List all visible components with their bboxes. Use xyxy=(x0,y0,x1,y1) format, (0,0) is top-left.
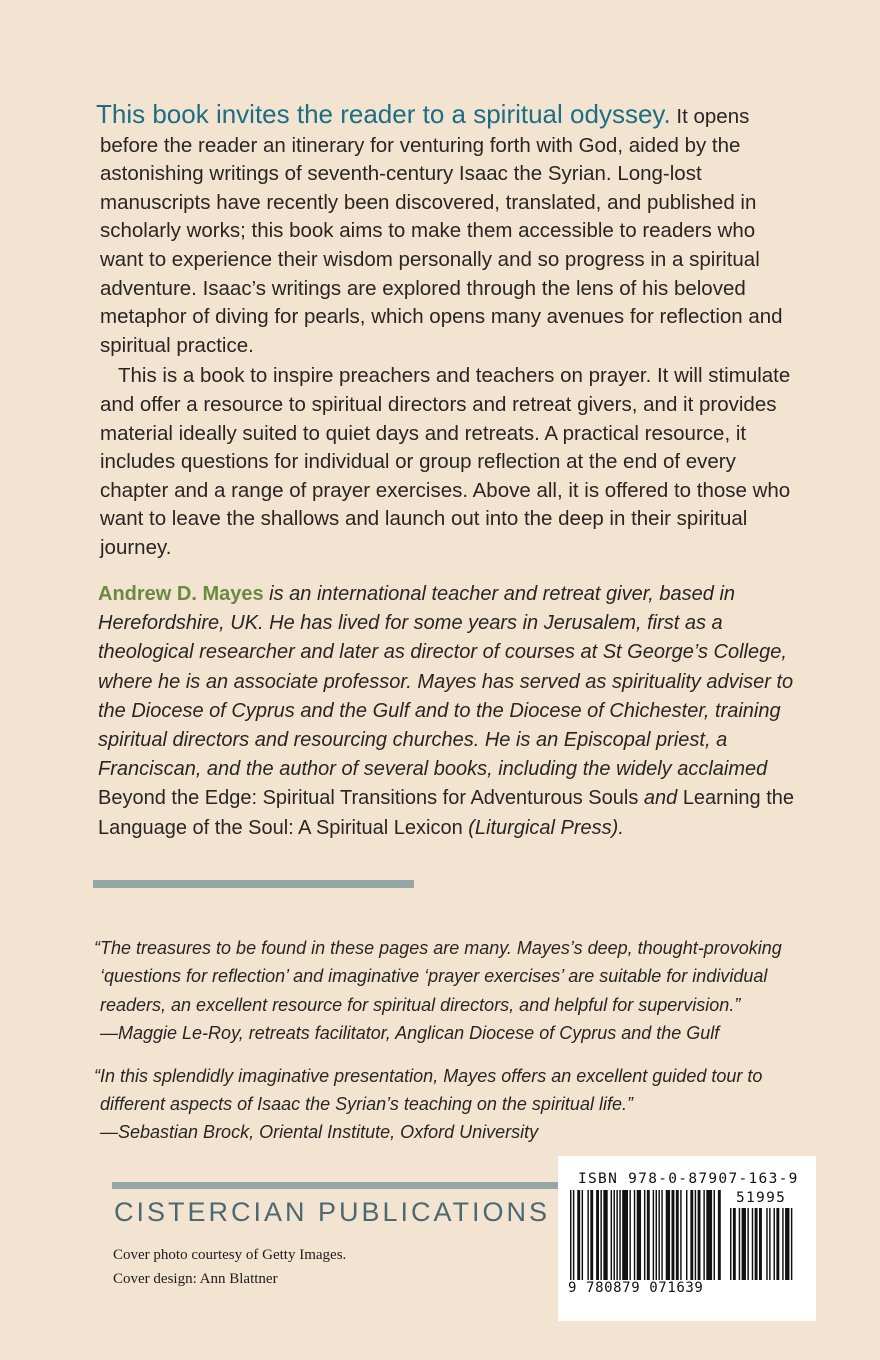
barcode-bar xyxy=(647,1190,650,1280)
endorsement-text-first-line: “In this splendidly imaginative presentation, Mayes offers an excellent guided tour to xyxy=(94,1065,763,1086)
endorsement-attribution: —Sebastian Brock, Oriental Institute, Oxford University xyxy=(100,1122,539,1143)
barcode-bar xyxy=(686,1190,687,1280)
barcode-bar xyxy=(666,1190,670,1280)
barcode-bar xyxy=(747,1208,748,1280)
barcode-bar xyxy=(733,1208,736,1280)
barcode-bar xyxy=(587,1190,588,1280)
author-name: Andrew D. Mayes xyxy=(98,583,264,605)
barcode-bar xyxy=(573,1190,574,1280)
isbn-barcode xyxy=(558,1156,816,1321)
barcode-bar xyxy=(776,1208,779,1280)
publisher-name: CISTERCIAN PUBLICATIONS xyxy=(114,1197,551,1227)
book-title-2: Learning the Language of the Soul: A Spiritual Lexicon xyxy=(98,787,795,839)
barcode-bar xyxy=(656,1190,657,1280)
barcode-bar xyxy=(622,1190,628,1280)
endorsement-attribution: —Maggie Le-Roy, retreats facilitator, Anglican Diocese of Cyprus and the Gulf xyxy=(100,1023,720,1044)
description-paragraph-1 xyxy=(96,100,800,360)
barcode-bar xyxy=(714,1190,715,1280)
barcode-bar xyxy=(695,1190,696,1280)
barcode-bar xyxy=(680,1190,681,1280)
barcode-bars-icon xyxy=(570,1190,722,1282)
endorsement-quote xyxy=(94,1062,794,1147)
book-description xyxy=(96,100,800,563)
barcode-bar xyxy=(703,1190,704,1280)
barcode-bar xyxy=(766,1208,767,1280)
design-credit: Cover design: Ann Blattner xyxy=(113,1271,278,1287)
cover-credits xyxy=(113,1243,346,1291)
barcode-bar xyxy=(616,1190,617,1280)
isbn-number: ISBN 978-0-87907-163-9 xyxy=(578,1171,799,1187)
barcode-bar xyxy=(661,1190,662,1280)
barcode-bar xyxy=(582,1190,583,1280)
barcode-bar xyxy=(614,1190,615,1280)
barcode-bar xyxy=(577,1190,580,1280)
barcode-bar xyxy=(634,1190,635,1280)
barcode-bar xyxy=(603,1190,607,1280)
author-bio-text: is an international teacher and retreat giver, based in Herefordshire, UK. He has lived for some years in Jerusalem, first as a theological researcher and later as director of courses at St George’s College, where he is an associate professor. Mayes has served as spirituality adviser to the Diocese of Cyprus and the Gulf and to the Diocese of Chichester, training spiritual directors and resourcing churches. He is an Episcopal priest, a Franciscan, and the author of several books, including the widely acclaimed xyxy=(98,583,794,781)
barcode-bar xyxy=(785,1208,789,1280)
endorsement-quote xyxy=(94,934,794,1048)
barcode-bar xyxy=(739,1208,740,1280)
divider-rule xyxy=(93,880,414,888)
book-title-1: Beyond the Edge: Spiritual Transitions for Adventurous Souls xyxy=(98,787,639,810)
barcode-bar xyxy=(742,1208,746,1280)
barcode-bar xyxy=(644,1190,645,1280)
barcode-addon-bars-icon xyxy=(730,1208,794,1282)
endorsement-text: different aspects of Isaac the Syrian’s teaching on the spiritual life.” xyxy=(100,1094,633,1115)
barcode-bar xyxy=(653,1190,654,1280)
barcode-bar xyxy=(611,1190,612,1280)
barcode-bar xyxy=(600,1190,601,1280)
barcode-bar xyxy=(672,1190,675,1280)
barcode-bar xyxy=(752,1208,753,1280)
publisher-rule xyxy=(112,1182,558,1189)
lead-sentence: This book invites the reader to a spiritual odyssey. xyxy=(96,99,671,129)
barcode-bar xyxy=(769,1208,770,1280)
barcode-bar xyxy=(676,1190,679,1280)
photo-credit: Cover photo courtesy of Getty Images. xyxy=(113,1247,347,1263)
barcode-bar xyxy=(596,1190,599,1280)
barcode-bar xyxy=(791,1208,792,1280)
endorsement-text: ‘questions for reflection’ and imaginative ‘prayer exercises’ are suitable for individual readers, an excellent resource for spiritual directors, and helpful for supervision.” xyxy=(100,966,768,1015)
barcode-bar xyxy=(629,1190,630,1280)
description-paragraph-2: This is a book to inspire preachers and teachers on prayer. It will stimulate and offer a resource to spiritual directors and retreat givers, and it provides material ideally suited to quiet days and retreats. A practical resource, it includes questions for individual or group reflection at the end of every chapter and a range of prayer exercises. Above all, it is offered to those who want to leave the shallows and launch out into the deep in their spiritual journey. xyxy=(100,364,791,559)
ean-digits: 9 780879 071639 xyxy=(568,1280,704,1296)
barcode-bar xyxy=(658,1190,659,1280)
description-paragraph-1-body: It opens before the reader an itinerary for venturing forth with God, aided by the astonishing writings of seventh-century Isaac the Syrian. Long-lost manuscripts have recently been discovered, translated, and published in scholarly works; this book aims to make them accessible to readers who want to experience their wisdom personally and so progress in a spiritual adventure. Isaac’s writings are explored through the lens of his beloved metaphor of diving for pearls, which opens many avenues for reflection and spiritual practice. xyxy=(100,105,783,357)
barcode-bar xyxy=(706,1190,712,1280)
barcode-bar xyxy=(637,1190,641,1280)
barcode-bar xyxy=(782,1208,783,1280)
barcode-bar xyxy=(774,1208,775,1280)
publisher-note: (Liturgical Press). xyxy=(462,816,624,839)
barcode-bar xyxy=(730,1208,731,1280)
barcode-bar xyxy=(619,1190,620,1280)
author-bio xyxy=(98,580,818,843)
barcode-bar xyxy=(755,1208,758,1280)
barcode-bar xyxy=(570,1190,571,1280)
price-code: 51995 xyxy=(736,1190,787,1206)
barcode-bar xyxy=(590,1190,593,1280)
endorsements xyxy=(94,934,794,1161)
author-bio-paragraph xyxy=(98,580,818,843)
author-bio-and: and xyxy=(638,787,683,810)
barcode-bar xyxy=(718,1190,721,1280)
barcode-bar xyxy=(759,1208,762,1280)
barcode-bar xyxy=(698,1190,701,1280)
barcode-bar xyxy=(690,1190,693,1280)
endorsement-text-first-line: “The treasures to be found in these pages are many. Mayes’s deep, thought-provoking xyxy=(94,938,782,958)
